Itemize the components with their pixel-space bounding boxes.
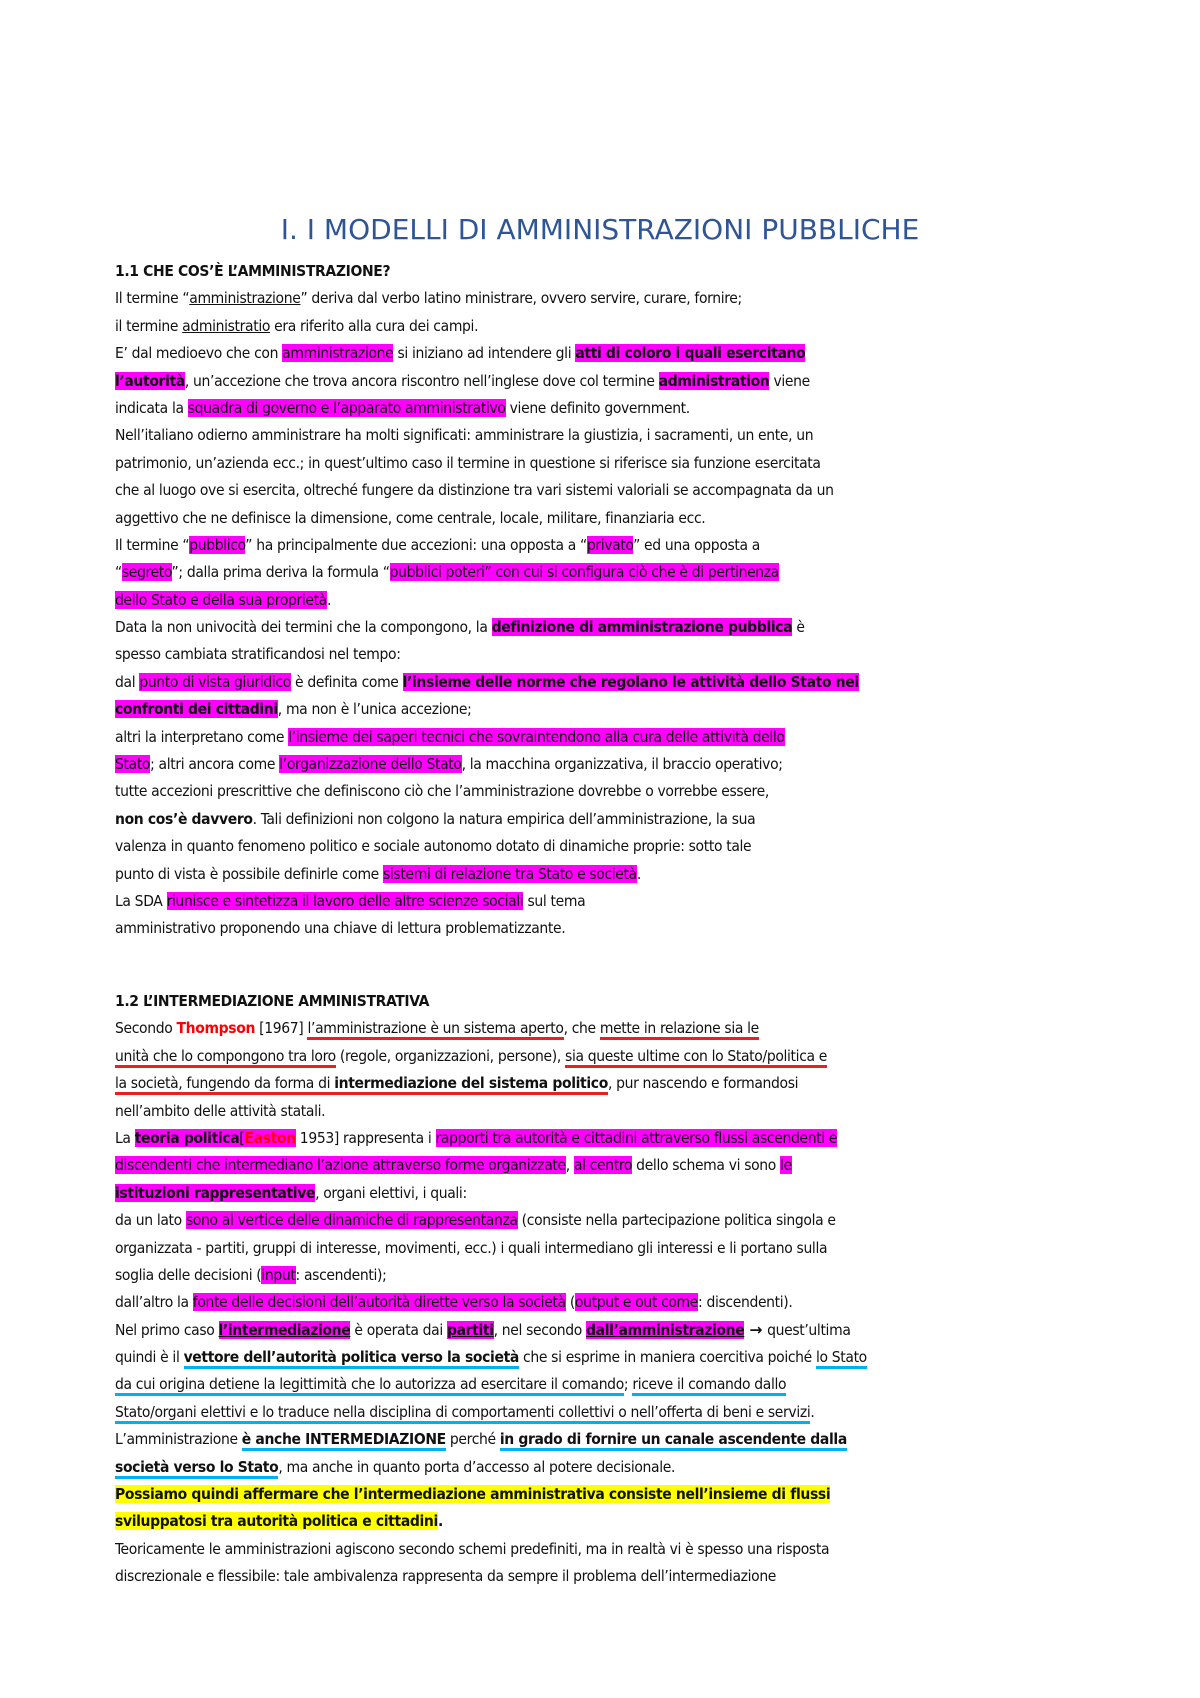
highlight: squadra di governo e l’apparato amministrativo (187, 398, 506, 417)
paragraph-line: tutte accezioni prescrittive che definiscono ciò che l’amministrazione dovrebbe o vorrebbe essere, (115, 782, 769, 801)
paragraph-line: “segreto”; dalla prima deriva la formula “pubblici poteri” con cui si configura ciò che è di pertinenza (115, 563, 779, 582)
paragraph-line: dall’altro la fonte delle decisioni dell’autorità dirette verso la società (output e out come: discendenti). (115, 1293, 793, 1312)
section-heading: 1.2 L’INTERMEDIAZIONE AMMINISTRATIVA (115, 992, 430, 1010)
blue-underline: Stato/organi elettivi e lo traduce nella disciplina di comportamenti collettivi o nell’offerta di beni e servizi (115, 1403, 810, 1424)
paragraph-line: aggettivo che ne definisce la dimensione, come centrale, locale, militare, finanziaria ecc. (115, 508, 706, 527)
highlight: segreto (121, 563, 172, 582)
highlight: discendenti che intermediano l’azione attraverso forme organizzate (115, 1156, 566, 1175)
highlight: atti di coloro i quali esercitano (575, 344, 806, 363)
highlight: dall’amministrazione (586, 1320, 745, 1339)
blue-underline: lo Stato (816, 1348, 867, 1369)
highlight: sistemi di relazione tra Stato e società (383, 864, 637, 883)
paragraph-line: soglia delle decisioni (input: ascendenti); (115, 1265, 387, 1284)
paragraph-line: confronti dei cittadini, ma non è l’unica accezione; (115, 700, 472, 719)
highlight: l’insieme dei saperi tecnici che sovraintendono alla cura delle attività dello (288, 727, 785, 746)
highlight: sviluppatosi tra autorità politica e cittadini (115, 1512, 438, 1531)
paragraph-line: discendenti che intermediano l’azione attraverso forme organizzate, al centro dello schema vi sono le (115, 1156, 792, 1175)
red-underline: sia queste ultime con lo Stato/politica e (565, 1047, 827, 1068)
paragraph-line: La teoria politica[Easton 1953] rappresenta i rapporti tra autorità e cittadini attraverso flussi ascendenti e (115, 1128, 838, 1147)
paragraph-line: Secondo Thompson [1967] l’amministrazione è un sistema aperto, che mette in relazione sia le (115, 1015, 1115, 1042)
paragraph-line: società verso lo Stato, ma anche in quanto porta d’accesso al potere decisionale. (115, 1454, 1115, 1481)
highlight: input (261, 1265, 296, 1284)
highlight: rapporti tra autorità e cittadini attraverso flussi ascendenti e (435, 1128, 838, 1147)
blue-underline: da cui origina detiene la legittimità che lo autorizza ad esercitare il comando (115, 1375, 624, 1396)
highlight: Possiamo quindi affermare che l’ (115, 1485, 364, 1504)
paragraph-line: punto di vista è possibile definirle come sistemi di relazione tra Stato e società. (115, 864, 641, 883)
paragraph-line: l’autorità, un’accezione che trova ancora riscontro nell’inglese dove col termine administration viene (115, 371, 810, 390)
blue-underline: riceve il comando dallo (632, 1375, 786, 1396)
paragraph-line: Data la non univocità dei termini che la compongono, la definizione di amministrazione pubblica è (115, 618, 805, 637)
paragraph-line: dal punto di vista giuridico è definita come l’insieme delle norme che regolano le attività dello Stato nei (115, 672, 859, 691)
highlight: partiti (446, 1320, 494, 1339)
paragraph-line: altri la interpretano come l’insieme dei saperi tecnici che sovraintendono alla cura delle attività dello (115, 727, 785, 746)
author-name: Thompson (176, 1019, 256, 1038)
paragraph-line: amministrativo proponendo una chiave di lettura problematizzante. (115, 919, 566, 938)
highlight: pubblico (189, 535, 246, 554)
highlight: le (780, 1156, 792, 1175)
author-name: Easton (244, 1128, 296, 1147)
paragraph-line: non cos’è davvero. Tali definizioni non colgono la natura empirica dell’amministrazione, la sua (115, 809, 756, 828)
paragraph-line: Il termine “amministrazione” deriva dal verbo latino ministrare, ovvero servire, curare, fornire; (115, 289, 742, 308)
arrow-right-icon: → (744, 1320, 768, 1339)
blue-underline: vettore dell’autorità politica verso la società (184, 1348, 519, 1369)
highlight: al centro (573, 1156, 633, 1175)
highlight: l’organizzazione dello Stato (279, 755, 462, 774)
paragraph-line: quindi è il vettore dell’autorità politica verso la società che si esprime in maniera coercitiva poiché lo Stato (115, 1344, 1115, 1371)
paragraph-line: sviluppatosi tra autorità politica e cittadini. (115, 1512, 443, 1531)
section-2 (115, 988, 1115, 1591)
paragraph-line: organizzata - partiti, gruppi di interesse, movimenti, ecc.) i quali intermediano gli interessi e li portano sulla (115, 1238, 828, 1257)
highlight: confronti dei cittadini (115, 700, 278, 719)
paragraph-line: da un lato sono al vertice delle dinamiche di rappresentanza (consiste nella partecipazione politica singola e (115, 1211, 836, 1230)
blue-underline: in grado di fornire un canale ascendente dalla (500, 1430, 847, 1451)
paragraph-line: unità che lo compongono tra loro (regole, organizzazioni, persone), sia queste ultime con lo Stato/politica e (115, 1043, 1115, 1070)
red-underline: unità che lo compongono tra loro (115, 1047, 336, 1068)
paragraph-line: indicata la squadra di governo e l’apparato amministrativo viene definito government. (115, 398, 690, 417)
highlight: administration (658, 371, 770, 390)
highlight: definizione di amministrazione pubblica (491, 618, 793, 637)
highlight: l’autorità (115, 371, 185, 390)
blue-underline: è anche INTERMEDIAZIONE (242, 1430, 446, 1451)
paragraph-line: Stato/organi elettivi e lo traduce nella disciplina di comportamenti collettivi o nell’offerta di beni e servizi. (115, 1399, 1115, 1426)
section-1 (115, 258, 1115, 943)
highlight: output e out come (574, 1293, 699, 1312)
paragraph-line: da cui origina detiene la legittimità che lo autorizza ad esercitare il comando; riceve il comando dallo (115, 1371, 1115, 1398)
section-heading: 1.1 CHE COS’È L’AMMINISTRAZIONE? (115, 262, 391, 280)
paragraph-line: valenza in quanto fenomeno politico e sociale autonomo dotato di dinamiche proprie: sotto tale (115, 837, 752, 856)
paragraph-line: dello Stato e della sua proprietà. (115, 590, 332, 609)
paragraph-line: spesso cambiata stratificandosi nel tempo: (115, 645, 401, 664)
highlight: sono al vertice delle dinamiche di rappresentanza (185, 1211, 518, 1230)
paragraph-line: La SDA riunisce e sintetizza il lavoro delle altre scienze sociali sul tema (115, 891, 586, 910)
red-underline: intermediazione del sistema politico (334, 1074, 608, 1095)
paragraph-line: Nell’italiano odierno amministrare ha molti significati: amministrare la giustizia, i sacramenti, un ente, un (115, 426, 814, 445)
paragraph-line (115, 1481, 1115, 1508)
highlight: punto di vista giuridico (139, 672, 291, 691)
highlight: teoria politica (134, 1128, 240, 1147)
paragraph-line: istituzioni rappresentative, organi elettivi, i quali: (115, 1183, 467, 1202)
highlight: fonte delle decisioni dell’autorità dirette verso la società (192, 1293, 566, 1312)
paragraph-line: Il termine “pubblico” ha principalmente due accezioni: una opposta a “privato” ed una opposta a (115, 535, 760, 554)
paragraph-line: Nel primo caso l’intermediazione è operata dai partiti, nel secondo dall’amministrazione → quest’ultima (115, 1320, 851, 1339)
paragraph-line: il termine administratio era riferito alla cura dei campi. (115, 316, 479, 335)
highlight: privato (586, 535, 634, 554)
paragraph-line: che al luogo ove si esercita, oltreché fungere da distinzione tra vari sistemi valoriali se accompagnata da un (115, 481, 834, 500)
paragraph-line: L’amministrazione è anche INTERMEDIAZIONE perché in grado di fornire un canale ascendente dalla (115, 1426, 1115, 1453)
highlight: l’intermediazione (218, 1320, 351, 1339)
paragraph-line: la società, fungendo da forma di intermediazione del sistema politico, pur nascendo e formandosi (115, 1070, 1115, 1097)
paragraph-line: nell’ambito delle attività statali. (115, 1101, 326, 1120)
highlight: amministrazione (282, 344, 394, 363)
highlight: istituzioni rappresentative (115, 1183, 316, 1202)
red-underline: la società, fungendo da forma di (115, 1074, 334, 1095)
paragraph-line: Teoricamente le amministrazioni agiscono secondo schemi predefiniti, ma in realtà vi è spesso una risposta (115, 1539, 830, 1558)
highlight: dello Stato e della sua proprietà (115, 590, 327, 609)
red-underline: l’amministrazione è un sistema aperto (307, 1019, 563, 1040)
blue-underline: società verso lo Stato (115, 1458, 278, 1479)
highlight: Stato (115, 755, 151, 774)
paragraph-line: Stato; altri ancora come l’organizzazione dello Stato, la macchina organizzativa, il braccio operativo; (115, 755, 783, 774)
paragraph-line: patrimonio, un’azienda ecc.; in quest’ultimo caso il termine in questione si riferisce sia funzione esercitata (115, 453, 821, 472)
highlight: pubblici poteri” con cui si configura ciò che è di pertinenza (389, 563, 779, 582)
highlight: l’insieme delle norme che regolano le attività dello Stato nei (402, 672, 859, 691)
paragraph-line: discrezionale e flessibile: tale ambivalenza rappresenta da sempre il problema dell’intermediazione (115, 1567, 777, 1586)
page-title: I. I MODELLI DI AMMINISTRAZIONI PUBBLICHE (280, 213, 920, 246)
highlight: intermediazione amministrativa consiste nell’insieme di flussi (363, 1485, 831, 1504)
red-underline: mette in relazione sia le (600, 1019, 759, 1040)
highlight: riunisce e sintetizza il lavoro delle altre scienze sociali (166, 891, 524, 910)
paragraph-line: E’ dal medioevo che con amministrazione si iniziano ad intendere gli atti di coloro i quali esercitano (115, 344, 806, 363)
